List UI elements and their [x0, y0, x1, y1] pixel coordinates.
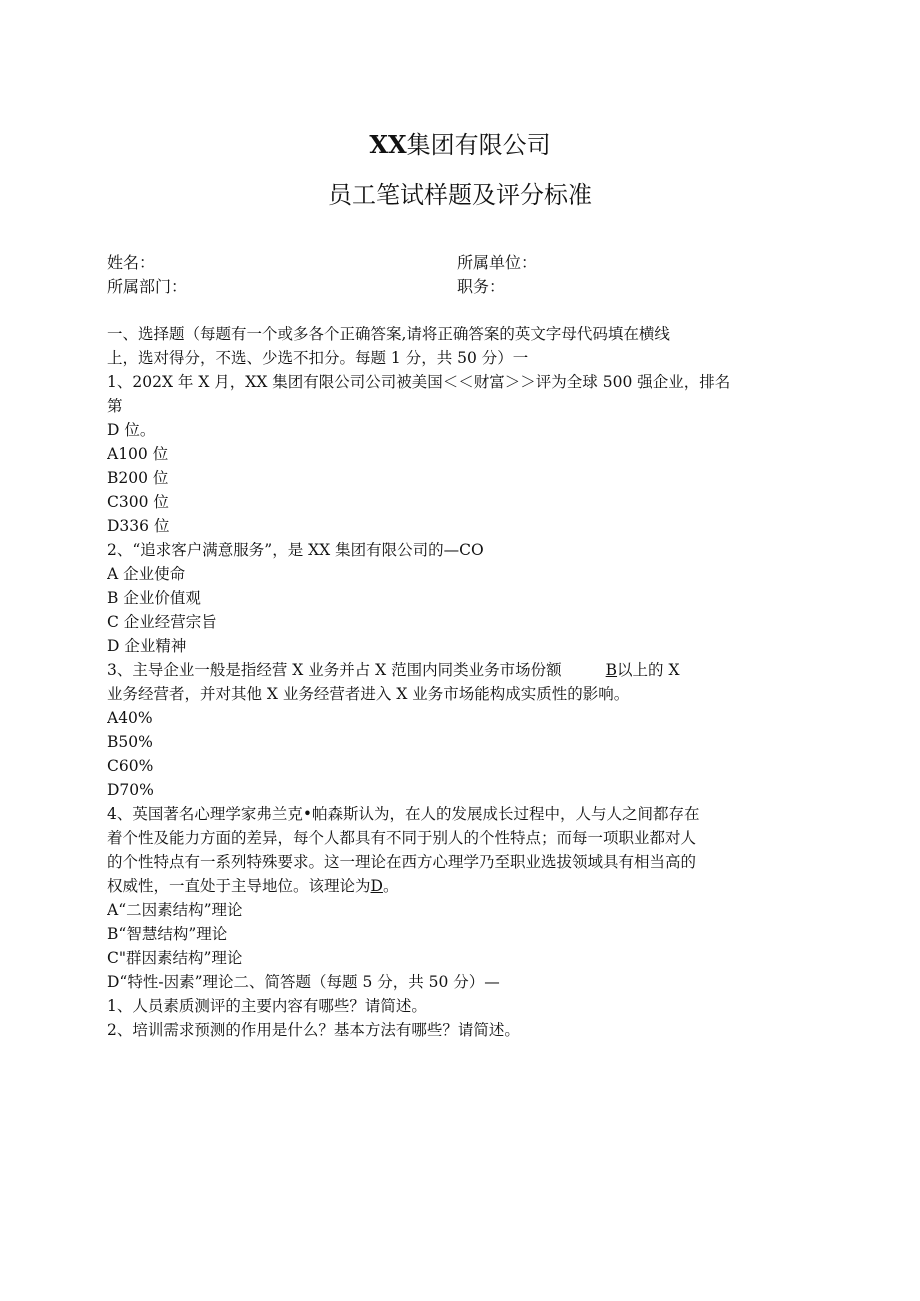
section2-question-2: 2、培训需求预测的作用是什么？基本方法有哪些？请简述。 — [107, 1021, 520, 1039]
title-company-name: 集团有限公司 — [406, 131, 551, 159]
q1-option-c: C300 位 — [107, 493, 169, 511]
q3-line2: 业务经营者，并对其他 X 业务经营者进入 X 业务市场能构成实质性的影响。 — [107, 685, 630, 703]
document-title — [0, 130, 920, 160]
q4-line3: 的个性特点有一系列特殊要求。这一理论在西方心理学乃至职业选拔领域具有相当高的 — [107, 853, 697, 871]
q4-option-a: A“二因素结构”理论 — [107, 901, 243, 919]
title-company-code: XX — [369, 130, 407, 159]
section1-heading-line1: 一、选择题（每题有一个或多各个正确答案,请将正确答案的英文字母代码填在横线 — [107, 325, 670, 343]
position-label: 职务： — [457, 277, 506, 296]
section2-question-1: 1、人员素质测评的主要内容有哪些？请简述。 — [107, 997, 427, 1015]
q4-line4-text: 权威性，一直处于主导地位。该理论为 — [107, 877, 371, 895]
q3-option-c: C60% — [107, 757, 154, 775]
q3-option-b: B50% — [107, 733, 153, 751]
name-label: 姓名： — [107, 253, 156, 272]
q4-line4 — [107, 874, 815, 898]
q4-option-d-and-section2-heading: D“特性-因素”理论二、简答题（每题 5 分，共 50 分）— — [107, 973, 500, 991]
q1-line3: D 位。 — [107, 421, 156, 439]
q3-line1-text: 3、主导企业一般是指经营 X 业务并占 X 范围内同类业务市场份额 — [107, 661, 562, 679]
q3-answer: B — [605, 661, 618, 679]
q2-option-a: A 企业使命 — [107, 565, 186, 583]
q1-option-d: D336 位 — [107, 517, 170, 535]
q1-line2: 第 — [107, 397, 123, 415]
q4-answer: D — [370, 877, 383, 895]
q2-option-b: B 企业价值观 — [107, 589, 201, 607]
q3-option-a: A40% — [107, 709, 153, 727]
q4-option-b: B“智慧结构”理论 — [107, 925, 228, 943]
q1-line1: 1、202X 年 X 月，XX 集团有限公司公司被美国＜＜财富＞＞评为全球 500 强企业，排名 — [107, 373, 731, 391]
q1-option-a: A100 位 — [107, 445, 169, 463]
q2-line1: 2、“追求客户满意服务”，是 XX 集团有限公司的—CO — [107, 541, 484, 559]
q3-option-d: D70% — [107, 781, 154, 799]
q4-line2: 着个性及能力方面的差异，每个人都具有不同于别人的个性特点；而每一项职业都对人 — [107, 829, 697, 847]
document-subtitle: 员工笔试样题及评分标准 — [328, 181, 592, 209]
department-label: 所属部门： — [107, 277, 188, 296]
q4-option-c: C"群因素结构”理论 — [107, 949, 243, 967]
unit-label: 所属单位： — [457, 253, 538, 272]
q2-option-d: D 企业精神 — [107, 637, 187, 655]
q2-option-c: C 企业经营宗旨 — [107, 613, 217, 631]
exam-content — [107, 322, 815, 1042]
q3-line1 — [107, 658, 815, 682]
q4-line1: 4、英国著名心理学家弗兰克•帕森斯认为，在人的发展成长过程中，人与人之间都存在 — [107, 805, 700, 823]
q4-line4-tail: 。 — [382, 877, 399, 895]
q1-option-b: B200 位 — [107, 469, 169, 487]
section1-heading-line2: 上，选对得分，不选、少选不扣分。每题 1 分，共 50 分）一 — [107, 349, 529, 367]
q3-line1-tail: 以上的 X — [617, 661, 680, 679]
